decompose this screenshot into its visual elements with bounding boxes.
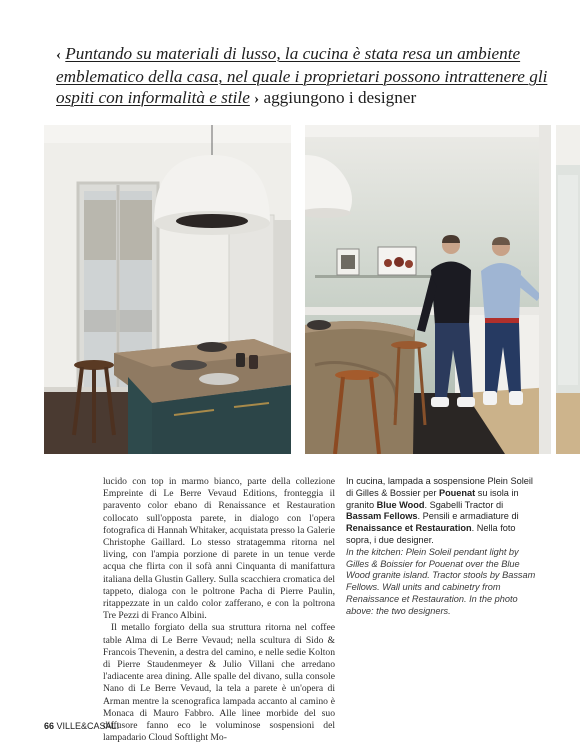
kitchen-illustration bbox=[44, 125, 291, 454]
caption-brand: Renaissance et Restauration bbox=[346, 523, 472, 534]
page-folio bbox=[44, 721, 119, 731]
caption-text: . Pensili e armadiature di bbox=[417, 511, 519, 522]
caption-brand: Blue Wood bbox=[376, 499, 425, 510]
caption-italian bbox=[346, 476, 536, 547]
caption-text: . Nella foto sopra, i due designer. bbox=[346, 523, 516, 545]
quote-open-mark: ‹ bbox=[56, 47, 61, 63]
designers-illustration bbox=[305, 125, 551, 454]
magazine-name: VILLE&CASALI bbox=[56, 721, 120, 731]
adjacent-photo-illustration bbox=[556, 125, 580, 454]
quote-close-mark: › bbox=[254, 91, 260, 107]
body-paragraph-2: Il metallo forgiato della sua struttura ritorna nel coffee table Alma di Le Berre Vevaud; nella scultura di Sido & Francois Thevenin, a destra del camino, e nelle sedie Kolton di Pierre Staudenmeyer & Julio Villani che arredano l'adiacente area dining. Alle spalle del divano, sulla console Nano di Le Berre Vevaud, la tela a parete è un'opera di Arman mentre la scenografica lampada accanto al camino è Monaca di Mauro Fabbro. Alle linee morbide del suo diffusore fanno eco le voluminose sospensioni del lampadario Cloud Softlight Mo- bbox=[103, 622, 335, 744]
adjacent-photo-strip bbox=[556, 125, 580, 454]
pull-quote bbox=[56, 43, 556, 110]
page-number: 66 bbox=[44, 721, 55, 731]
caption-english: In the kitchen: Plein Soleil pendant light by Gilles & Boissier for Pouenat over the Blue Wood granite island. Tractor stools by Bassam Fellows. Wall units and cabinetry from Renaissance et Restauration. In the photo above: the two designers. bbox=[346, 546, 536, 616]
caption-brand: Bassam Fellows bbox=[346, 511, 418, 522]
body-paragraph-1: lucido con top in marmo bianco, parte della collezione Empreinte di Le Berre Vevaud Editions, fronteggia il paravento color ebano di Renaissance et Restauration collocato sull'opposta parete, in dialogo con l'opera fotografica di Hannah Whitaker, acquistata presso la Galerie Christophe Gaillard. Lo stesso stratagemma ritorna nel living, con l'ampia porzione di parete in un tenue verde acqua che flirta con il sofà anni Cinquanta di manifattura italiana della Glustin Gallery. Sulla scacchiera cromatica del tappeto, dialoga con le poltrone Pacha di Pierre Paulin, ritappezzate in un caldo color zafferano, e con la poltrona Tre Pezzi di Franco Albini. bbox=[103, 476, 335, 622]
quote-text: Puntando su materiali di lusso, la cucina è stata resa un ambiente emblematico della casa, nel quale i proprietari possono intrattenere gli ospiti con informalità e stile bbox=[56, 44, 548, 107]
caption-text: In cucina, lampada a sospensione Plein Soleil di Gilles & Bossier per bbox=[346, 476, 533, 498]
kitchen-photo bbox=[44, 125, 291, 454]
article-body bbox=[103, 476, 335, 744]
caption-brand: Pouenat bbox=[438, 487, 476, 498]
quote-attribution: aggiungono i designer bbox=[263, 88, 417, 107]
photo-caption bbox=[346, 476, 536, 618]
caption-text: su isola in granito bbox=[346, 487, 519, 510]
designers-photo bbox=[305, 125, 551, 454]
caption-text: . Sgabelli Tractor di bbox=[424, 499, 504, 510]
